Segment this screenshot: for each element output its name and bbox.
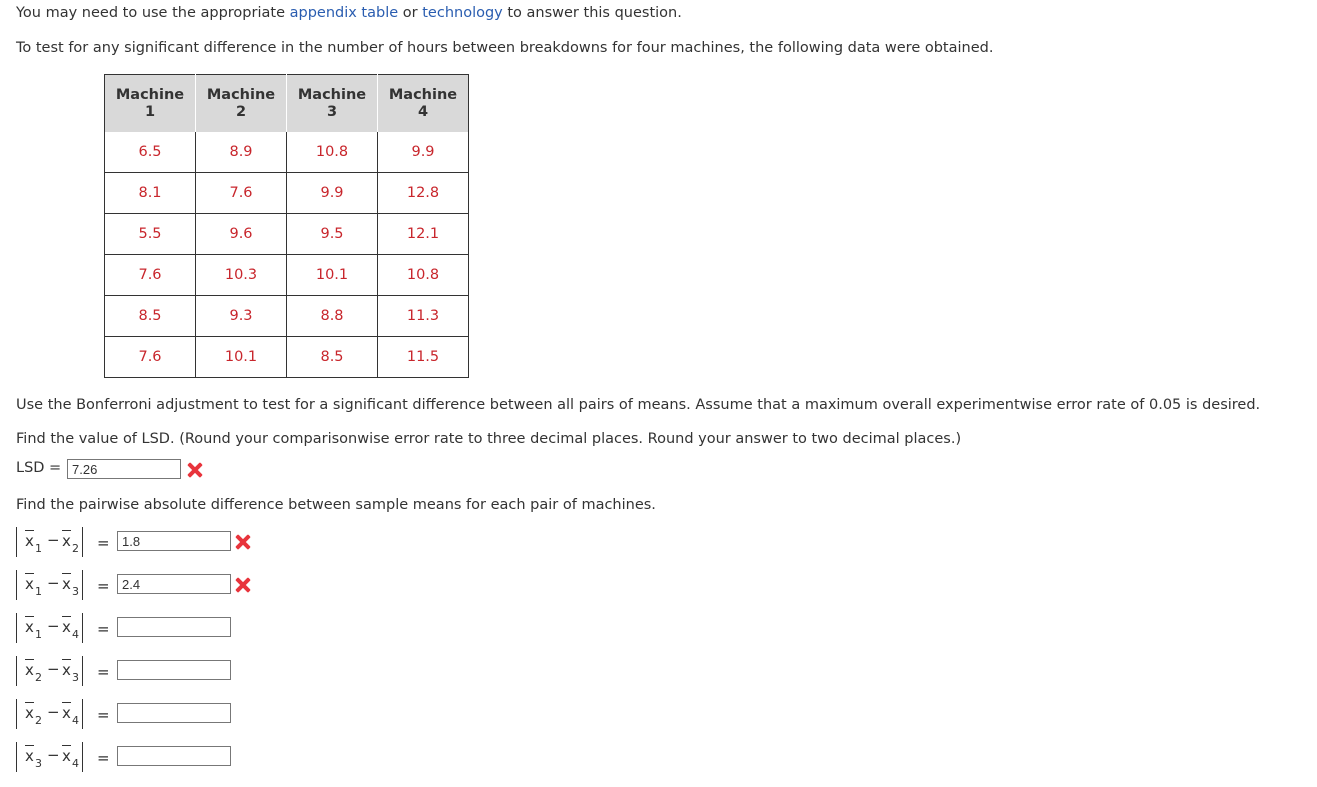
- minus-sign: −: [47, 574, 60, 592]
- pair-answer-input[interactable]: [117, 746, 231, 766]
- mean-var: x: [25, 747, 34, 765]
- abs-difference-expression: [16, 654, 96, 690]
- mean-bar: [25, 530, 34, 531]
- mean-subscript: 3: [35, 757, 42, 770]
- equals-sign: =: [97, 577, 110, 595]
- abs-difference-expression: [16, 740, 96, 776]
- mean-var: x: [25, 532, 34, 550]
- table-cell: 7.6: [105, 337, 196, 378]
- abs-bar-right: [82, 742, 83, 772]
- machine-data-table: [104, 74, 469, 378]
- mean-subscript: 2: [72, 542, 79, 555]
- appendix-table-link[interactable]: appendix table: [289, 5, 399, 21]
- pair-answer-input[interactable]: 2.4: [117, 574, 231, 594]
- table-cell: 8.8: [287, 296, 378, 337]
- minus-sign: −: [47, 703, 60, 721]
- mean-var: x: [62, 704, 71, 722]
- intro-text: [16, 5, 682, 21]
- mean-var: x: [25, 575, 34, 593]
- table-cell: 10.3: [196, 255, 287, 296]
- table-cell: 5.5: [105, 214, 196, 255]
- pair-answer-input[interactable]: [117, 660, 231, 680]
- table-row: [105, 296, 469, 337]
- header-machine-4: Machine 4: [378, 75, 469, 133]
- mean-var: x: [25, 704, 34, 722]
- table-cell: 11.3: [378, 296, 469, 337]
- mean-subscript: 4: [72, 628, 79, 641]
- bonferroni-text: Use the Bonferroni adjustment to test for a significant difference between all pairs of means. Assume that a maximum overall experimentwise error rate of 0.05 is desired.: [16, 397, 1261, 413]
- table-row: [105, 337, 469, 378]
- table-cell: 8.1: [105, 173, 196, 214]
- mean-subscript: 2: [35, 671, 42, 684]
- table-cell: 12.8: [378, 173, 469, 214]
- minus-sign: −: [47, 746, 60, 764]
- x-mark-icon: [234, 533, 252, 551]
- table-cell: 9.3: [196, 296, 287, 337]
- abs-bar-right: [82, 527, 83, 557]
- pairwise-instruction: Find the pairwise absolute difference between sample means for each pair of machines.: [16, 497, 656, 513]
- abs-bar-left: [16, 570, 17, 600]
- abs-difference-expression: [16, 611, 96, 647]
- table-cell: 8.5: [287, 337, 378, 378]
- mean-subscript: 1: [35, 542, 42, 555]
- mean-subscript: 4: [72, 757, 79, 770]
- header-machine-2: Machine 2: [196, 75, 287, 133]
- abs-bar-left: [16, 699, 17, 729]
- table-cell: 10.1: [196, 337, 287, 378]
- table-cell: 12.1: [378, 214, 469, 255]
- abs-bar-right: [82, 613, 83, 643]
- table-cell: 9.6: [196, 214, 287, 255]
- mean-bar: [62, 573, 71, 574]
- table-cell: 6.5: [138, 144, 162, 160]
- technology-link[interactable]: technology: [422, 5, 503, 21]
- pair-answer-input[interactable]: [117, 617, 231, 637]
- table-row: [105, 132, 469, 173]
- pair-answer-input[interactable]: 1.8: [117, 531, 231, 551]
- table-row: [105, 214, 469, 255]
- abs-bar-left: [16, 742, 17, 772]
- mean-var: x: [62, 747, 71, 765]
- table-cell: 8.5: [105, 296, 196, 337]
- table-row: [105, 255, 469, 296]
- header-machine-3: Machine 3: [287, 75, 378, 133]
- abs-difference-expression: [16, 525, 96, 561]
- table-cell: 9.9: [378, 132, 469, 173]
- abs-bar-right: [82, 656, 83, 686]
- lsd-label: LSD =: [16, 460, 62, 476]
- mean-bar: [25, 702, 34, 703]
- mean-var: x: [62, 575, 71, 593]
- mean-bar: [25, 745, 34, 746]
- equals-sign: =: [97, 663, 110, 681]
- abs-difference-expression: [16, 568, 96, 604]
- mean-subscript: 4: [72, 714, 79, 727]
- table-cell: 10.8: [378, 255, 469, 296]
- mean-var: x: [62, 618, 71, 636]
- minus-sign: −: [47, 660, 60, 678]
- x-mark-icon: [234, 576, 252, 594]
- lsd-instruction: Find the value of LSD. (Round your comparisonwise error rate to three decimal places. Round your answer to two decimal places.): [16, 431, 962, 447]
- table-cell: 9.5: [287, 214, 378, 255]
- problem-text: To test for any significant difference in the number of hours between breakdowns for four machines, the following data were obtained.: [16, 40, 994, 56]
- x-mark-icon: [186, 461, 204, 479]
- mean-subscript: 2: [35, 714, 42, 727]
- intro-prefix: You may need to use the appropriate: [16, 5, 290, 21]
- table-cell: 11.5: [378, 337, 469, 378]
- intro-suffix: to answer this question.: [502, 5, 682, 21]
- header-machine-1: Machine 1: [105, 75, 196, 133]
- abs-bar-left: [16, 527, 17, 557]
- mean-var: x: [62, 661, 71, 679]
- mean-var: x: [25, 618, 34, 636]
- mean-bar: [25, 659, 34, 660]
- abs-bar-left: [16, 613, 17, 643]
- mean-bar: [62, 702, 71, 703]
- table-cell: 9.9: [287, 173, 378, 214]
- pair-answer-input[interactable]: [117, 703, 231, 723]
- mean-var: x: [25, 661, 34, 679]
- mean-bar: [62, 616, 71, 617]
- mean-bar: [62, 659, 71, 660]
- table-cell: 10.1: [287, 255, 378, 296]
- table-cell: 8.9: [196, 132, 287, 173]
- table-cell: 7.6: [196, 173, 287, 214]
- equals-sign: =: [97, 706, 110, 724]
- minus-sign: −: [47, 531, 60, 549]
- mean-bar: [25, 616, 34, 617]
- table-row: [105, 173, 469, 214]
- abs-bar-right: [82, 699, 83, 729]
- minus-sign: −: [47, 617, 60, 635]
- lsd-input[interactable]: 7.26: [67, 459, 181, 479]
- intro-middle: or: [398, 5, 423, 21]
- mean-subscript: 1: [35, 628, 42, 641]
- mean-bar: [62, 745, 71, 746]
- table-cell: 10.8: [287, 132, 378, 173]
- mean-bar: [25, 573, 34, 574]
- abs-difference-expression: [16, 697, 96, 733]
- equals-sign: =: [97, 534, 110, 552]
- mean-var: x: [62, 532, 71, 550]
- mean-subscript: 1: [35, 585, 42, 598]
- equals-sign: =: [97, 620, 110, 638]
- table-cell: 7.6: [105, 255, 196, 296]
- abs-bar-left: [16, 656, 17, 686]
- mean-bar: [62, 530, 71, 531]
- mean-subscript: 3: [72, 585, 79, 598]
- equals-sign: =: [97, 749, 110, 767]
- abs-bar-right: [82, 570, 83, 600]
- mean-subscript: 3: [72, 671, 79, 684]
